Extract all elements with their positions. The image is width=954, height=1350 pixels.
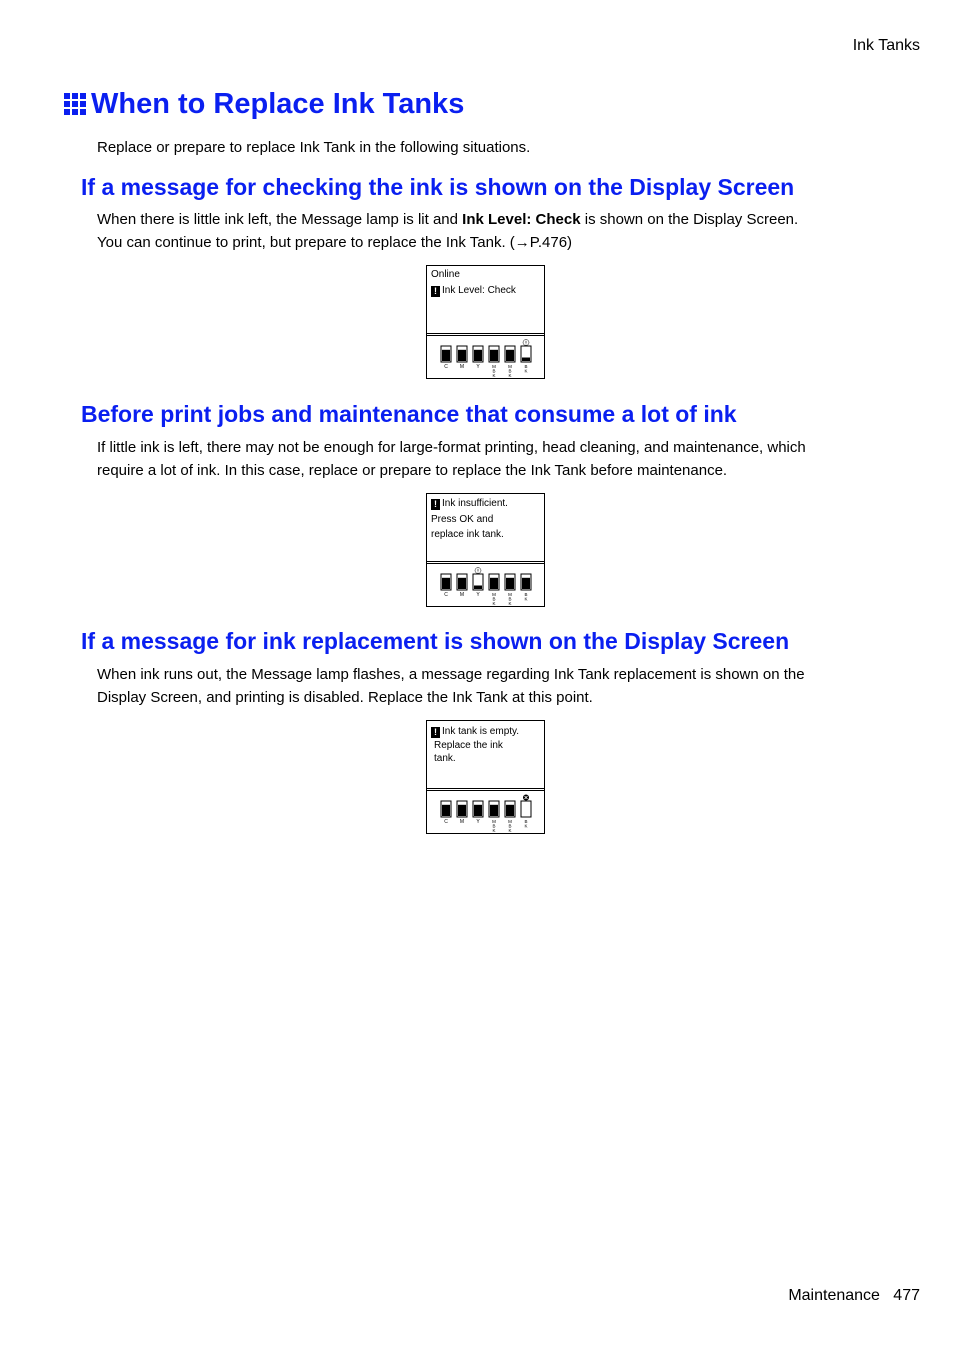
tank-label: B [508,596,512,602]
lcd-line: Replace the ink [434,740,503,751]
tank-label: Y [476,364,480,370]
tank-label: B [492,823,496,829]
ink-level-fill [522,358,530,362]
footer-chapter: Maintenance [788,1287,880,1304]
lcd-line: replace ink tank. [431,529,504,540]
tank-label: K [524,368,528,374]
tank-label: C [444,364,448,370]
tank-label: M [492,364,496,369]
ink-tank-gauge [427,797,546,833]
ink-tank [473,801,483,825]
lcd-line [431,498,508,510]
tank-label: B [524,592,528,597]
ink-level-fill [442,350,450,361]
page-number: 477 [893,1287,920,1304]
ink-level-fill [458,578,466,589]
warning-icon: ! [431,727,440,738]
ink-tank [441,801,451,825]
tank-label: B [524,819,528,824]
ink-level-fill [474,586,482,590]
tank-label: K [524,823,528,829]
ink-tank [457,574,467,598]
ink-tank [441,346,451,370]
header-section: Ink Tanks [852,37,920,54]
ink-tank-gauge [427,570,546,606]
ink-level-fill [490,350,498,361]
lcd-line-text: Ink Level: Check [442,285,516,296]
tank-label: K [508,373,512,378]
ink-tank [489,574,499,606]
display-screen-ink-check [426,265,545,379]
tank-label: M [459,592,465,598]
section-heading-ink-check: If a message for checking the ink is shown on the Display Screen [81,174,795,200]
ink-tank [521,574,531,602]
tank-label: K [508,601,512,606]
warning-circle-icon [523,340,529,346]
lcd-line: tank. [434,753,456,764]
grid-icon [64,93,87,116]
tank-label: C [444,819,448,825]
tank-label: K [508,828,512,833]
tank-label: B [508,823,512,829]
ink-level-fill [458,805,466,816]
tank-label: K [492,601,496,606]
tank-label: Y [476,819,480,825]
tank-label: M [508,819,512,824]
body-text: require a lot of ink. In this case, replace or prepare to replace the Ink Tank before maintenance. [97,461,728,479]
lcd-line: Press OK and [431,514,494,525]
tank-label: M [508,592,512,597]
lcd-line [431,726,519,738]
lcd-line [431,285,516,297]
tank-label: M [459,364,465,370]
ink-level-fill [474,350,482,361]
body-text: Display Screen, and printing is disabled. Replace the Ink Tank at this point. [97,688,593,706]
error-x-circle-icon [523,795,529,801]
body-text: When there is little ink left, the Message lamp is lit and [97,211,463,228]
ink-tank [441,574,451,598]
ink-tank [489,346,499,378]
warning-icon: ! [431,499,440,510]
tank-label: B [524,364,528,369]
section-body-ink-replacement [97,664,877,709]
ink-level-fill [490,805,498,816]
ink-level-fill [458,350,466,361]
ink-level-fill [522,578,530,589]
body-text: If little ink is left, there may not be enough for large-format printing, head cleaning, and maintenance, which [97,439,806,456]
tank-label: B [492,368,496,374]
tank-label: M [492,819,496,824]
tank-label: M [492,592,496,597]
lcd-line-text: Ink tank is empty. [442,726,520,737]
ink-level-fill [506,805,514,816]
section-heading-ink-replacement: If a message for ink replacement is shown on the Display Screen [81,628,790,654]
tank-label: K [492,373,496,378]
ink-tank [473,568,483,599]
display-screen-ink-empty [426,720,545,834]
tank-label: M [459,819,465,825]
body-text: When ink runs out, the Message lamp flashes, a message regarding Ink Tank replacement is shown on the [97,666,805,683]
section-body-before-print-jobs [97,437,877,482]
footer [788,1287,920,1305]
tank-label: B [492,596,496,602]
display-screen-ink-insufficient [426,493,545,607]
ink-level-fill [442,578,450,589]
warning-circle-icon [475,568,481,574]
intro-text: Replace or prepare to replace Ink Tank in the following situations. [97,139,531,156]
lcd-line-text: Ink insufficient. [442,498,508,509]
section-heading-before-print-jobs: Before print jobs and maintenance that consume a lot of ink [81,401,737,427]
ink-tank [457,346,467,370]
ink-tank [505,574,515,606]
ink-level-fill [506,350,514,361]
ink-tank [473,346,483,370]
ink-tank [521,795,531,829]
tank-label: K [524,596,528,602]
ink-tank [489,801,499,833]
ink-tank [505,346,515,378]
ink-tank [505,801,515,833]
tank-label: B [508,368,512,374]
warning-icon: ! [431,286,440,297]
page-title [64,88,464,121]
ink-level-fill [442,805,450,816]
body-text: You can continue to print, but prepare to replace the Ink Tank. (→P.476) [97,233,573,251]
ink-tank [521,340,531,374]
tank-label: C [444,592,448,598]
tank-label: K [492,828,496,833]
section-body-ink-check [97,209,877,254]
ink-level-fill [506,578,514,589]
lcd-line: Online [431,269,460,280]
tank-label: Y [476,592,480,598]
page-title-text: When to Replace Ink Tanks [91,88,465,120]
tank-label: M [508,364,512,369]
ink-level-fill [490,578,498,589]
ink-tank [457,801,467,825]
body-text: is shown on the Display Screen. [580,211,799,228]
ink-tank-gauge [427,342,546,378]
ink-level-check-label: Ink Level: Check [462,211,581,228]
ink-level-fill [474,805,482,816]
